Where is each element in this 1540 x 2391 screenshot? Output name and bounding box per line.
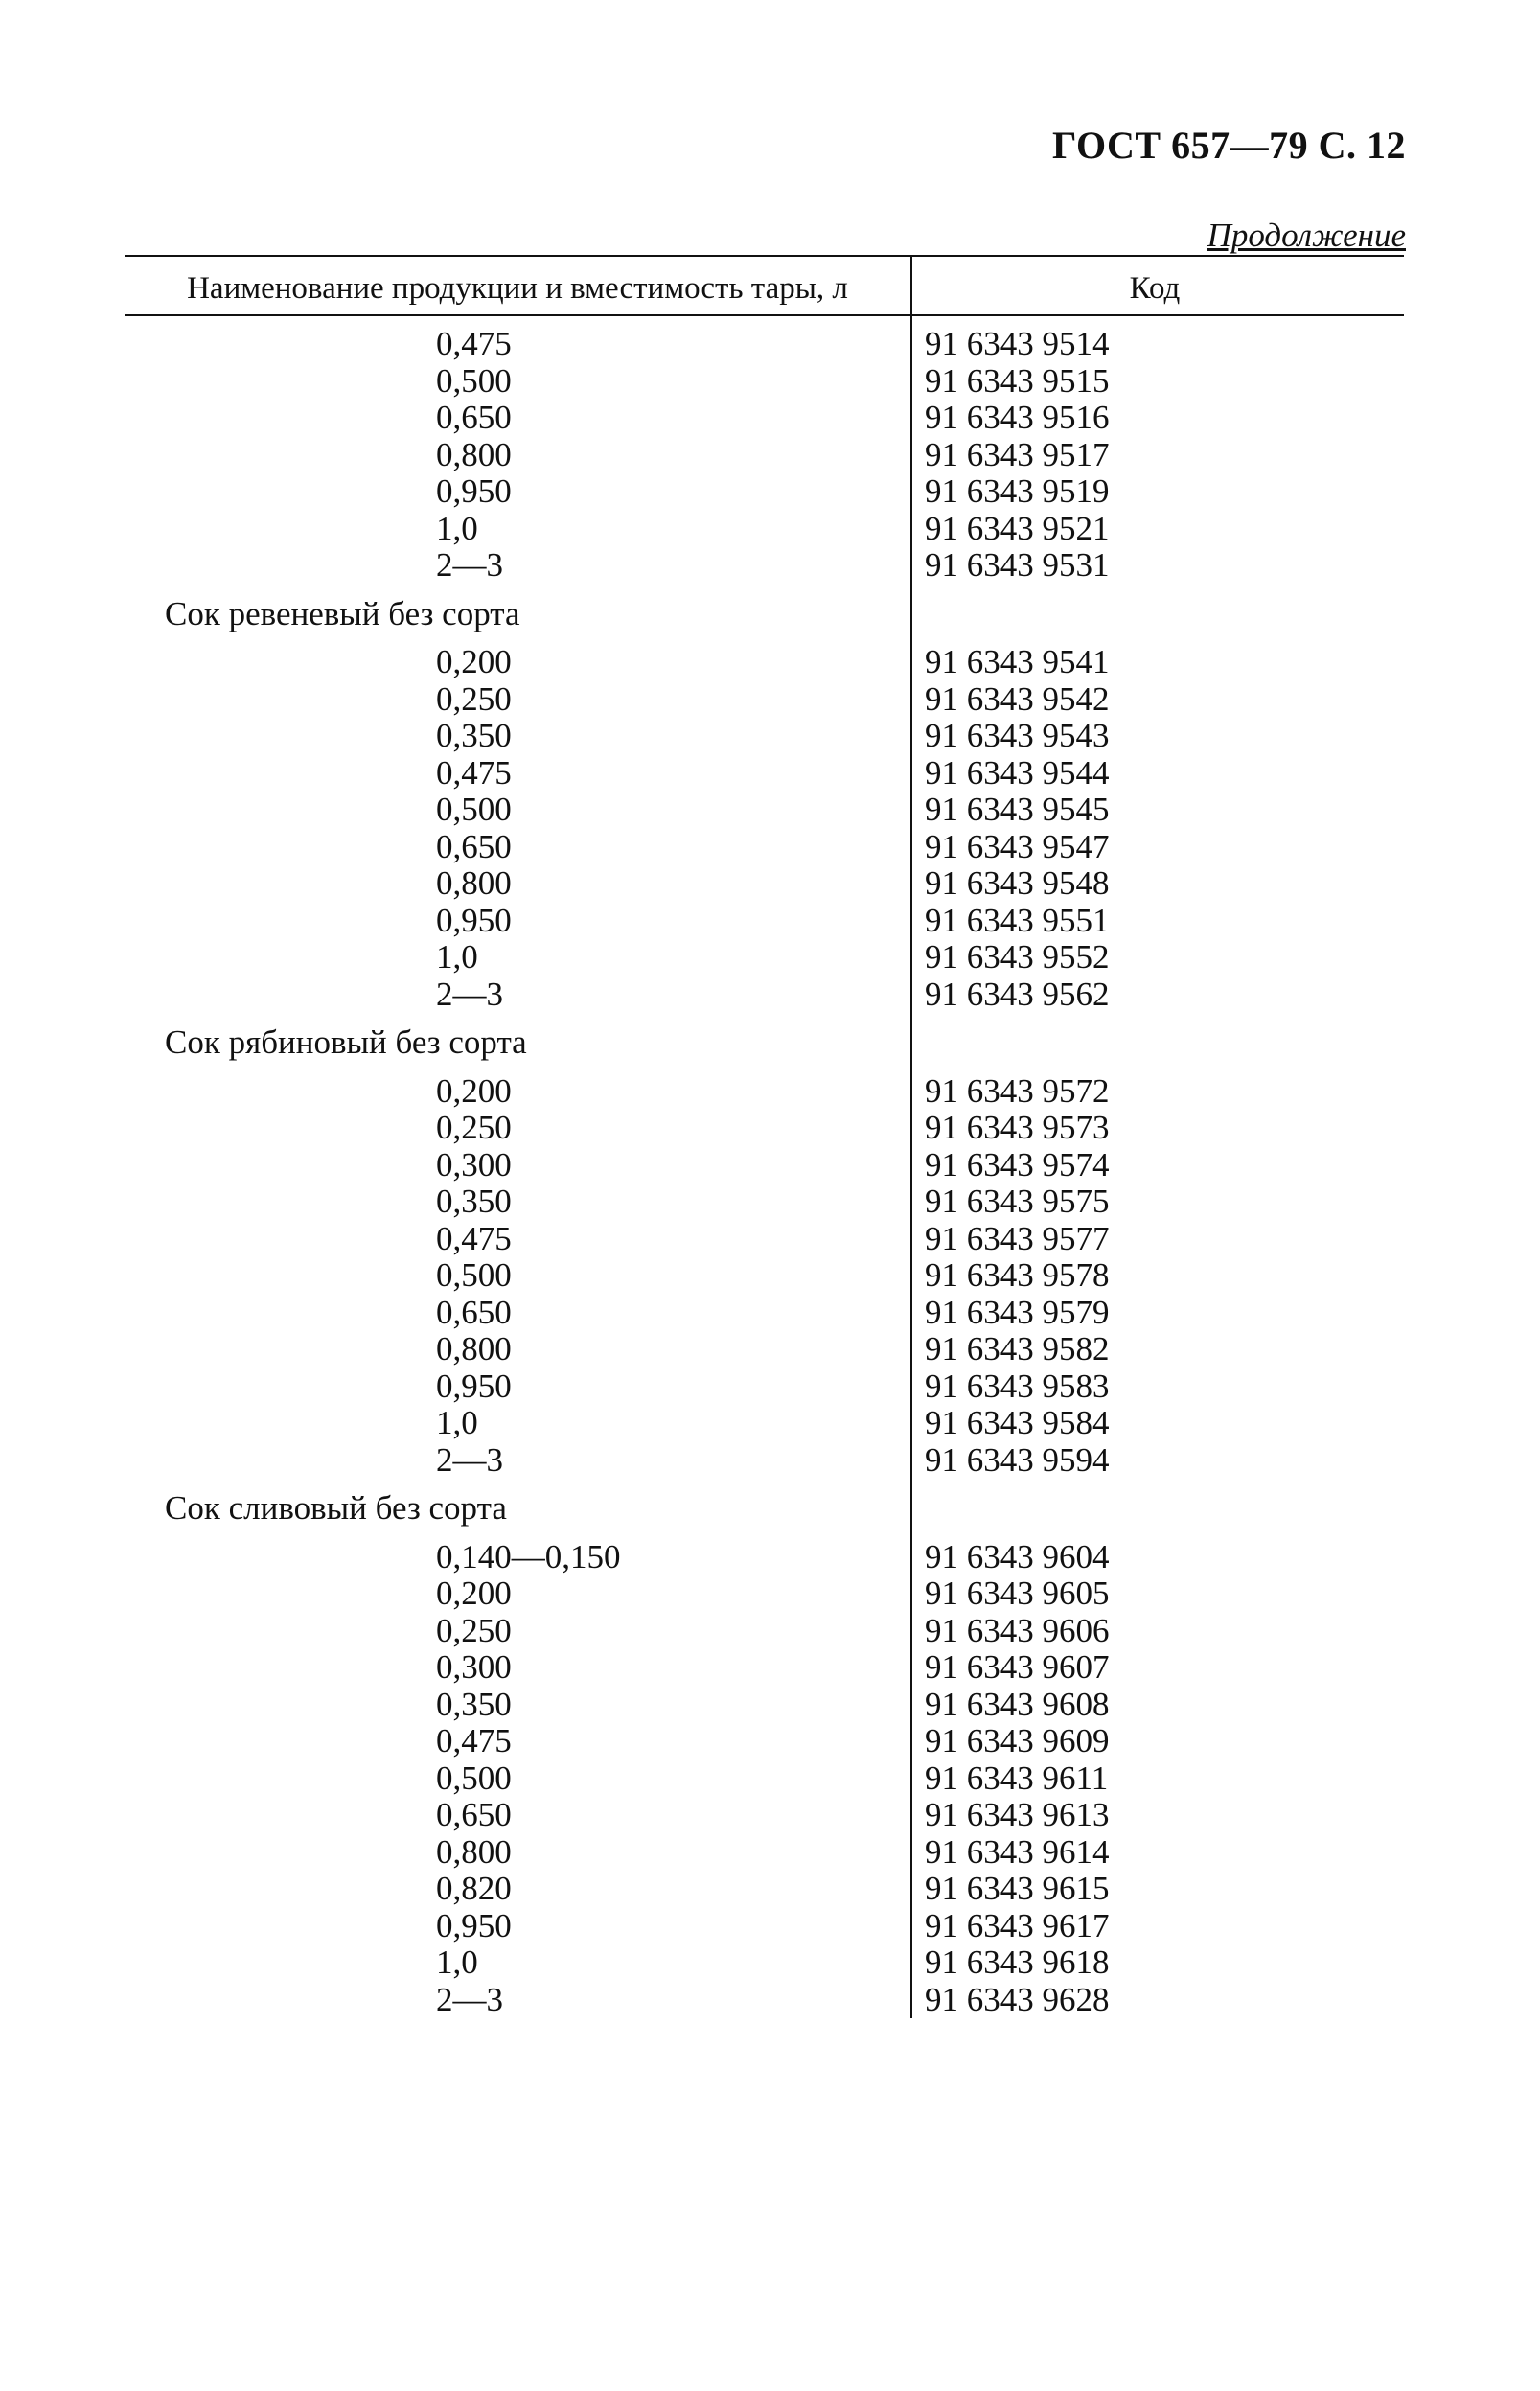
capacity-cell: 1,0	[436, 938, 478, 976]
code-cell: 91 6343 9517	[925, 435, 1110, 473]
capacity-cell: 0,800	[436, 435, 512, 473]
code-cell: 91 6343 9519	[925, 472, 1110, 510]
table-row	[0, 326, 1540, 363]
table-row	[0, 1982, 1540, 2019]
table-row	[0, 1073, 1540, 1111]
table-row	[0, 1442, 1540, 1480]
code-cell: 91 6343 9578	[925, 1256, 1110, 1294]
capacity-cell: 1,0	[436, 1943, 478, 1981]
code-cell: 91 6343 9583	[925, 1367, 1110, 1405]
code-cell: 91 6343 9577	[925, 1219, 1110, 1257]
table-row	[0, 1723, 1540, 1760]
code-cell: 91 6343 9515	[925, 361, 1110, 400]
code-cell: 91 6343 9584	[925, 1404, 1110, 1441]
capacity-cell: 1,0	[436, 1404, 478, 1441]
table-row	[0, 1368, 1540, 1406]
code-cell: 91 6343 9617	[925, 1906, 1110, 1944]
table-row	[0, 437, 1540, 474]
code-cell: 91 6343 9613	[925, 1796, 1110, 1833]
capacity-cell: 0,200	[436, 1071, 512, 1110]
capacity-cell: 0,475	[436, 753, 512, 792]
table-row	[0, 1184, 1540, 1221]
code-cell: 91 6343 9594	[925, 1440, 1110, 1479]
table-row	[0, 1649, 1540, 1687]
table-row	[0, 473, 1540, 511]
capacity-cell: 0,650	[436, 1293, 512, 1331]
capacity-cell: 2—3	[436, 975, 503, 1013]
table-row	[0, 1110, 1540, 1147]
code-cell: 91 6343 9628	[925, 1980, 1110, 2018]
capacity-cell: 0,820	[436, 1870, 512, 1907]
table-row	[0, 977, 1540, 1014]
group-title: Сок сливовый без сорта	[165, 1489, 507, 1527]
code-cell: 91 6343 9541	[925, 643, 1110, 680]
table-row	[0, 1613, 1540, 1650]
capacity-cell: 0,500	[436, 791, 512, 828]
table-row	[0, 1257, 1540, 1295]
code-cell: 91 6343 9552	[925, 938, 1110, 976]
code-cell: 91 6343 9542	[925, 679, 1110, 718]
capacity-cell: 2—3	[436, 1980, 503, 2018]
code-cell: 91 6343 9572	[925, 1071, 1110, 1110]
code-cell: 91 6343 9516	[925, 399, 1110, 436]
group-row	[0, 596, 1540, 633]
capacity-cell: 0,300	[436, 1145, 512, 1184]
capacity-cell: 2—3	[436, 546, 503, 584]
table-row	[0, 865, 1540, 903]
code-cell: 91 6343 9548	[925, 864, 1110, 902]
code-cell: 91 6343 9582	[925, 1330, 1110, 1368]
code-cell: 91 6343 9543	[925, 717, 1110, 754]
table-row	[0, 1834, 1540, 1872]
table-row	[0, 1539, 1540, 1576]
column-header-name: Наименование продукции и вместимость тары, л	[187, 271, 848, 306]
capacity-cell: 0,950	[436, 472, 512, 510]
table-row	[0, 363, 1540, 401]
table-row	[0, 1405, 1540, 1442]
table-row	[0, 1575, 1540, 1613]
code-cell: 91 6343 9547	[925, 827, 1110, 865]
capacity-cell: 0,650	[436, 399, 512, 436]
table-row	[0, 903, 1540, 940]
capacity-cell: 0,800	[436, 1330, 512, 1368]
table-row	[0, 718, 1540, 755]
capacity-cell: 0,250	[436, 679, 512, 718]
capacity-cell: 0,650	[436, 827, 512, 865]
table-row	[0, 400, 1540, 437]
code-cell: 91 6343 9562	[925, 975, 1110, 1013]
code-cell: 91 6343 9604	[925, 1537, 1110, 1575]
capacity-cell: 0,950	[436, 1906, 512, 1944]
table-row	[0, 1331, 1540, 1368]
table-row	[0, 755, 1540, 793]
code-cell: 91 6343 9551	[925, 901, 1110, 939]
capacity-cell: 0,800	[436, 1832, 512, 1871]
table-row	[0, 681, 1540, 719]
capacity-cell: 0,300	[436, 1648, 512, 1686]
table-row	[0, 547, 1540, 585]
capacity-cell: 0,350	[436, 717, 512, 754]
capacity-cell: 0,475	[436, 325, 512, 362]
code-cell: 91 6343 9608	[925, 1685, 1110, 1723]
table-row	[0, 1760, 1540, 1798]
table-row	[0, 1295, 1540, 1332]
code-cell: 91 6343 9544	[925, 753, 1110, 792]
group-title: Сок ревеневый без сорта	[165, 594, 520, 632]
capacity-cell: 0,950	[436, 1367, 512, 1405]
capacity-cell: 0,500	[436, 1256, 512, 1294]
code-cell: 91 6343 9611	[925, 1759, 1109, 1797]
capacity-cell: 0,500	[436, 361, 512, 400]
capacity-cell: 0,250	[436, 1611, 512, 1649]
code-cell: 91 6343 9607	[925, 1648, 1110, 1686]
code-cell: 91 6343 9605	[925, 1575, 1110, 1612]
table-row	[0, 511, 1540, 548]
capacity-cell: 0,800	[436, 864, 512, 902]
code-cell: 91 6343 9545	[925, 791, 1110, 828]
table-row	[0, 1221, 1540, 1258]
code-cell: 91 6343 9514	[925, 325, 1110, 362]
table-row	[0, 829, 1540, 866]
table-row	[0, 1944, 1540, 1982]
table-row	[0, 1908, 1540, 1945]
capacity-cell: 0,650	[436, 1796, 512, 1833]
table-row	[0, 1797, 1540, 1834]
capacity-cell: 1,0	[436, 509, 478, 547]
code-cell: 91 6343 9609	[925, 1722, 1110, 1759]
code-cell: 91 6343 9618	[925, 1943, 1110, 1981]
continuation-label: Продолжение	[1207, 217, 1406, 254]
table-row	[0, 1147, 1540, 1184]
capacity-cell: 0,475	[436, 1722, 512, 1759]
table-row	[0, 1871, 1540, 1908]
page-header: ГОСТ 657—79 С. 12	[1051, 124, 1406, 167]
capacity-cell: 0,350	[436, 1685, 512, 1723]
table-row	[0, 644, 1540, 681]
code-cell: 91 6343 9531	[925, 546, 1110, 584]
code-cell: 91 6343 9579	[925, 1293, 1110, 1331]
table-header-rule	[125, 314, 1404, 316]
code-cell: 91 6343 9574	[925, 1145, 1110, 1184]
capacity-cell: 2—3	[436, 1440, 503, 1479]
code-cell: 91 6343 9573	[925, 1109, 1110, 1146]
capacity-cell: 0,200	[436, 643, 512, 680]
table-row	[0, 1687, 1540, 1724]
code-cell: 91 6343 9614	[925, 1832, 1110, 1871]
table-top-rule	[125, 255, 1404, 257]
capacity-cell: 0,140—0,150	[436, 1537, 621, 1575]
capacity-cell: 0,475	[436, 1219, 512, 1257]
group-row	[0, 1024, 1540, 1062]
table-row	[0, 792, 1540, 829]
capacity-cell: 0,950	[436, 901, 512, 939]
group-title: Сок рябиновый без сорта	[165, 1023, 527, 1061]
table-row	[0, 939, 1540, 977]
code-cell: 91 6343 9575	[925, 1183, 1110, 1220]
code-cell: 91 6343 9615	[925, 1870, 1110, 1907]
code-cell: 91 6343 9521	[925, 509, 1110, 547]
column-header-code: Код	[1129, 271, 1181, 306]
group-row	[0, 1490, 1540, 1528]
code-cell: 91 6343 9606	[925, 1611, 1110, 1649]
capacity-cell: 0,500	[436, 1759, 512, 1797]
capacity-cell: 0,250	[436, 1109, 512, 1146]
capacity-cell: 0,200	[436, 1575, 512, 1612]
capacity-cell: 0,350	[436, 1183, 512, 1220]
